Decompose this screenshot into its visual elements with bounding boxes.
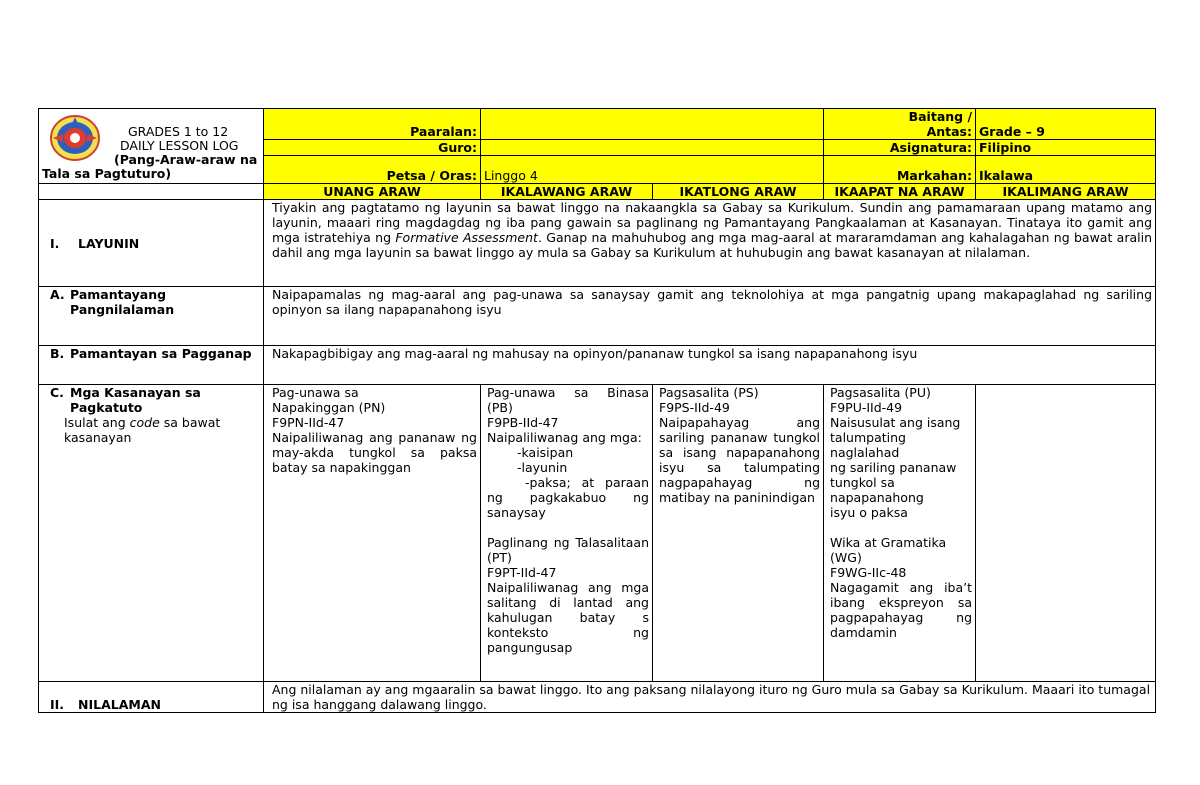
kasanayan-day2: Pag-unawa sa Binasa (PB) F9PB-IId-47 Naipaliliwanag ang mga: -kaisipan -layunin -paksa; at paraan ng pagkakabuo ng sanaysay Paglinang ng Talasalitaan (PT) F9PT-IId-47 Naipaliliwanag ang mga salitang di lantad ang kahulugan batay s konteksto ng pangungusap	[481, 385, 653, 682]
nilalaman-label: II. NILALAMAN	[39, 682, 264, 713]
header-title-cell	[39, 109, 264, 184]
pagganap-label: B. Pamantayan sa Pagganap	[39, 346, 264, 385]
dll-table	[38, 108, 1156, 713]
pamantayang-label: A. Pamantayang Pangnilalaman	[39, 287, 264, 346]
baitang-label: Baitang / Antas:	[824, 109, 976, 140]
kasanayan-label: C. Mga Kasanayan sa Pagkatuto Isulat ang code sa bawat kasanayan	[39, 385, 264, 682]
paaralan-label: Paaralan:	[264, 109, 481, 140]
guro-field[interactable]	[481, 140, 824, 156]
title-line3: (Pang-Araw-araw na	[114, 152, 258, 167]
day-header-3: IKATLONG ARAW	[653, 184, 824, 200]
petsa-label: Petsa / Oras:	[264, 156, 481, 184]
asignatura-field[interactable]: Filipino	[976, 140, 1156, 156]
markahan-label: Markahan:	[824, 156, 976, 184]
title-line1: GRADES 1 to 12	[128, 124, 229, 139]
baitang-field[interactable]: Grade – 9	[976, 109, 1156, 140]
day-header-1: UNANG ARAW	[264, 184, 481, 200]
day-header-blank	[39, 184, 264, 200]
paaralan-field[interactable]	[481, 109, 824, 140]
day-header-5: IKALIMANG ARAW	[976, 184, 1156, 200]
day-header-2: IKALAWANG ARAW	[481, 184, 653, 200]
kasanayan-day4: Pagsasalita (PU) F9PU-IId-49 Naisusulat ang isang talumpating naglalahad ng sariling pananaw tungkol sa napapanahong isyu o paksa Wika at Gramatika (WG) F9WG-IIc-48 Nagagamit ang iba’t ibang ekspreyon sa pagpapahayag ng damdamin	[824, 385, 976, 682]
kasanayan-day3: Pagsasalita (PS) F9PS-IId-49 Naipapahayag ang sariling pananaw tungkol sa isang napapanahong isyu sa talumpating nagpapahayag ng matibay na paninindigan	[653, 385, 824, 682]
layunin-text: Tiyakin ang pagtatamo ng layunin sa bawat linggo na nakaangkla sa Gabay sa Kurikulum. Sundin ang pamamaraan upang matamo ang layunin, maaari ring magdagdag ng iba pang gawain sa paglinang ng Pamantayang Pangkaalaman at Kasanayan. Tinataya ito gamit ang mga istratehiya ng Formative Assessment. Ganap na mahuhubog ang mga mag-aaral at mararamdaman ang kahalagahan ng bawat aralin dahil ang mga layunin sa bawat linggo ay mula sa Gabay sa Kurikulum at huhubugin ang bawat kasanayan at nilalaman.	[264, 200, 1156, 287]
asignatura-label: Asignatura:	[824, 140, 976, 156]
kasanayan-day5	[976, 385, 1156, 682]
nilalaman-text: Ang nilalaman ay ang mgaaralin sa bawat linggo. Ito ang paksang nilalayong ituro ng Guro mula sa Gabay sa Kurikulum. Maaari ito tumagal ng isa hanggang dalawang linggo.	[264, 682, 1156, 713]
pamantayang-text: Naipapamalas ng mag-aaral ang pag-unawa sa sanaysay gamit ang teknolohiya at mga pangatnig upang makapaglahad ng sariling opinyon sa ilang napapanahong isyu	[264, 287, 1156, 346]
pagganap-text: Nakapagbibigay ang mag-aaral ng mahusay na opinyon/pananaw tungkol sa isang napapanahong isyu	[264, 346, 1156, 385]
header-title	[42, 125, 260, 181]
title-line4: Tala sa Pagtuturo)	[42, 166, 172, 181]
kasanayan-day1: Pag-unawa sa Napakinggan (PN) F9PN-IId-47 Naipaliliwanag ang pananaw ng may-akda tungkol sa paksa batay sa napakinggan	[264, 385, 481, 682]
title-line2: DAILY LESSON LOG	[120, 138, 239, 153]
daily-lesson-log	[38, 108, 1153, 713]
guro-label: Guro:	[264, 140, 481, 156]
day-header-4: IKAAPAT NA ARAW	[824, 184, 976, 200]
petsa-field[interactable]: Linggo 4	[481, 156, 824, 184]
markahan-field[interactable]: Ikalawa	[976, 156, 1156, 184]
layunin-label: I. LAYUNIN	[39, 200, 264, 287]
